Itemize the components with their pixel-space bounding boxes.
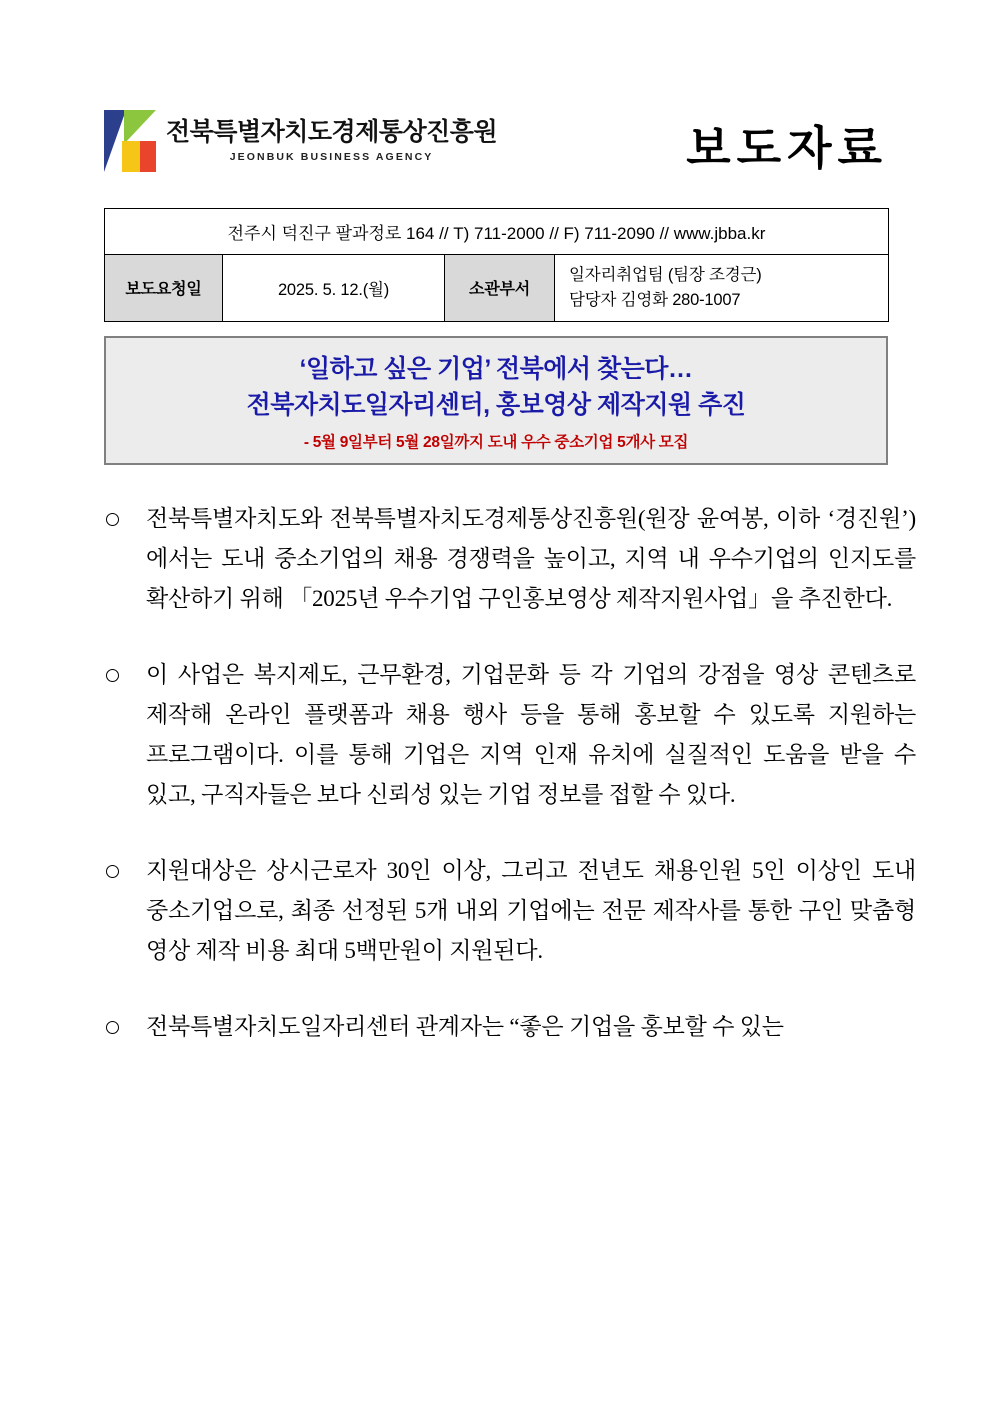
headline-line-1: ‘일하고 싶은 기업’ 전북에서 찾는다… [299, 354, 693, 383]
department-value [555, 255, 889, 322]
paragraph [104, 851, 916, 971]
document-header [104, 96, 888, 192]
bullet-marker [104, 1007, 146, 1047]
bullet-marker [104, 499, 146, 539]
department-label: 소관부서 [445, 255, 555, 322]
paragraph [104, 655, 916, 815]
logo-text [166, 119, 497, 164]
headline-box [104, 336, 888, 466]
department-contact: 담당자 김영화 280-1007 [569, 290, 741, 309]
headline-subtitle: - 5월 9일부터 5월 28일까지 도내 우수 중소기업 5개사 모집 [303, 434, 689, 451]
bullet-marker [104, 851, 146, 891]
circle-bullet-icon [106, 1021, 119, 1034]
department-team: 일자리취업팀 (팀장 조경근) [569, 266, 762, 284]
headline-line-2: 전북자치도일자리센터, 홍보영상 제작지원 추진 [246, 390, 746, 419]
info-table [104, 208, 889, 322]
paragraph [104, 1007, 916, 1047]
circle-bullet-icon [106, 865, 119, 878]
paragraph-text: 지원대상은 상시근로자 30인 이상, 그리고 전년도 채용인원 5인 이상인 도내 중소기업으로, 최종 선정된 5개 내외 기업에는 전문 제작사를 통한 구인 맞춤형 영상 제작 비용 최대 5백만원이 지원된다. [146, 858, 916, 963]
org-name-en: JEONBUK BUSINESS AGENCY [229, 151, 434, 164]
table-row-details [105, 255, 889, 322]
paragraph-text: 전북특별자치도와 전북특별자치도경제통상진흥원(원장 윤여봉, 이하 ‘경진원’)에서는 도내 중소기업의 채용 경쟁력을 높이고, 지역 내 우수기업의 인지도를 확산하기 위해 「2025년 우수기업 구인홍보영상 제작지원사업」을 추진한다. [146, 506, 916, 611]
paragraph-text: 이 사업은 복지제도, 근무환경, 기업문화 등 각 기업의 강점을 영상 콘텐츠로 제작해 온라인 플랫폼과 채용 행사 등을 통해 홍보할 수 있도록 지원하는 프로그램이다. 이를 통해 기업은 지역 인재 유치에 실질적인 도움을 받을 수 있고, 구직자들은 보다 신뢰성 있는 기업 정보를 접할 수 있다. [146, 662, 916, 807]
table-row-address [105, 209, 889, 255]
bullet-marker [104, 655, 146, 695]
request-date-label: 보도요청일 [105, 255, 223, 322]
circle-bullet-icon [106, 669, 119, 682]
document-type-title: 보도자료 [686, 122, 888, 174]
article-body [104, 499, 916, 1047]
agency-address: 전주시 덕진구 팔과정로 164 // T) 711-2000 // F) 711-2090 // www.jbba.kr [105, 209, 889, 255]
paragraph-text: 전북특별자치도일자리센터 관계자는 “좋은 기업을 홍보할 수 있는 [146, 1014, 784, 1039]
agency-logo [104, 96, 497, 172]
org-name-ko: 전북특별자치도경제통상진흥원 [166, 117, 498, 146]
jbba-logo-icon [104, 110, 156, 172]
request-date-value: 2025. 5. 12.(월) [223, 255, 445, 322]
circle-bullet-icon [106, 513, 119, 526]
paragraph [104, 499, 916, 619]
